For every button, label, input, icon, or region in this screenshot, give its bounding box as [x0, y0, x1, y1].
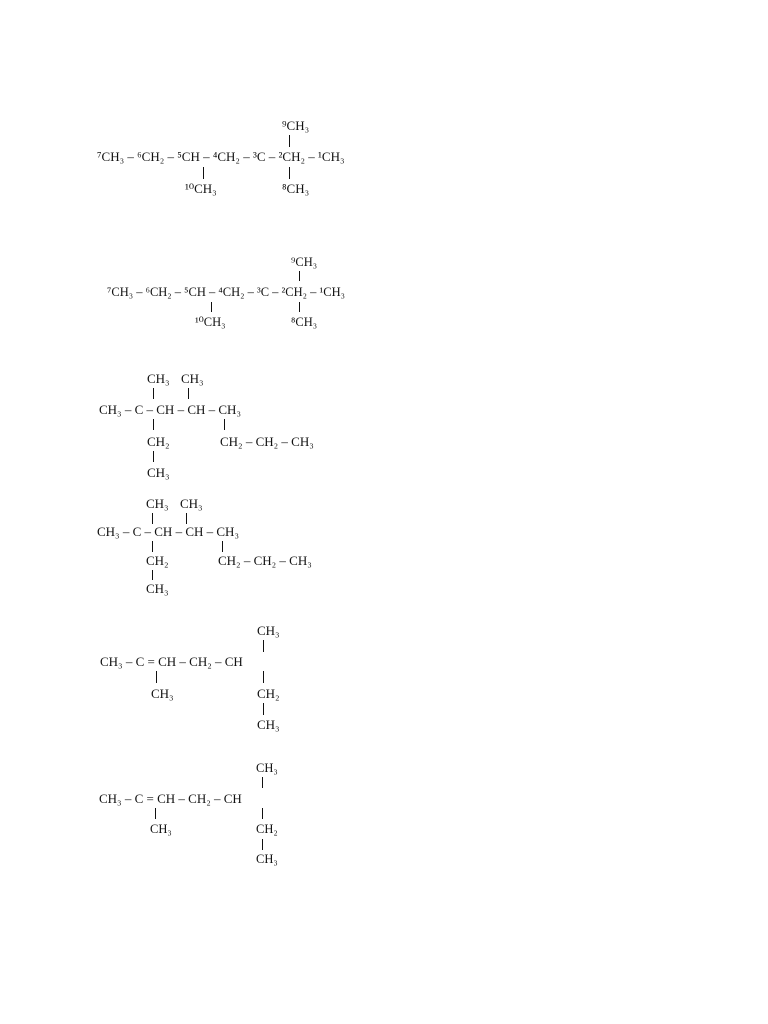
substituent-10-methyl: ¹⁰CH₃ — [185, 181, 217, 196]
main-chain: CH₃ – C = CH – CH₂ – CH — [99, 791, 242, 806]
bond-vertical — [203, 167, 204, 179]
bond-vertical — [262, 839, 263, 850]
substituent-propyl: CH₂ – CH₂ – CH₃ — [220, 434, 314, 449]
bond-vertical — [186, 513, 187, 524]
main-chain: CH₃ – C – CH – CH – CH₃ — [97, 524, 239, 539]
substituent-ethyl-ch3: CH₃ — [147, 465, 170, 480]
main-chain: CH₃ – C = CH – CH₂ – CH — [100, 654, 243, 669]
substituent-ethyl-ch2: CH₂ — [257, 686, 280, 701]
substituent-ethyl-ch3: CH₃ — [256, 852, 278, 866]
substituent-ethyl-ch2: CH₂ — [146, 553, 169, 568]
substituent-methyl-right: CH₃ — [181, 371, 204, 386]
substituent-ethyl-ch3: CH₃ — [257, 717, 280, 732]
substituent-methyl-top: CH₃ — [257, 623, 280, 638]
substituent-propyl: CH₂ – CH₂ – CH₃ — [218, 553, 312, 568]
substituent-10-methyl: ¹⁰CH₃ — [195, 315, 226, 329]
bond-vertical — [299, 271, 300, 281]
bond-vertical — [153, 388, 154, 399]
bond-vertical — [263, 640, 264, 652]
bond-vertical — [153, 451, 154, 462]
bond-vertical — [211, 302, 212, 312]
main-chain: CH₃ – C – CH – CH – CH₃ — [99, 402, 241, 417]
bond-vertical — [155, 808, 156, 819]
substituent-methyl-left: CH₃ — [146, 496, 169, 511]
substituent-methyl-right: CH₃ — [180, 496, 203, 511]
bond-vertical — [188, 388, 189, 399]
substituent-8-methyl: ⁸CH₃ — [282, 181, 310, 196]
bond-vertical — [152, 570, 153, 580]
substituent-ethyl-ch2: CH₂ — [256, 822, 278, 836]
substituent-methyl-left: CH₃ — [147, 371, 170, 386]
substituent-methyl-left: CH₃ — [150, 822, 172, 836]
bond-vertical — [262, 777, 263, 788]
substituent-9-methyl: ⁹CH₃ — [291, 255, 318, 269]
substituent-methyl-top: CH₃ — [256, 761, 278, 775]
bond-vertical — [152, 541, 153, 552]
substituent-8-methyl: ⁸CH₃ — [291, 315, 318, 329]
bond-vertical — [299, 302, 300, 312]
bond-vertical — [289, 135, 290, 147]
bond-vertical — [263, 703, 264, 715]
bond-vertical — [152, 513, 153, 524]
bond-vertical — [263, 671, 264, 683]
bond-vertical — [262, 808, 263, 819]
substituent-ethyl-ch3: CH₃ — [146, 581, 169, 596]
main-chain: ⁷CH₃ – ⁶CH₂ – ⁵CH – ⁴CH₂ – ³C – ²CH₂ – ¹CH₃ — [97, 149, 345, 164]
bond-vertical — [222, 541, 223, 552]
main-chain: ⁷CH₃ – ⁶CH₂ – ⁵CH – ⁴CH₂ – ³C – ²CH₂ – ¹CH₃ — [107, 285, 345, 299]
substituent-methyl-left: CH₃ — [151, 686, 174, 701]
bond-vertical — [289, 167, 290, 179]
bond-vertical — [156, 671, 157, 683]
substituent-ethyl-ch2: CH₂ — [147, 434, 170, 449]
bond-vertical — [224, 419, 225, 430]
bond-vertical — [153, 419, 154, 430]
substituent-9-methyl: ⁹CH₃ — [282, 118, 310, 133]
